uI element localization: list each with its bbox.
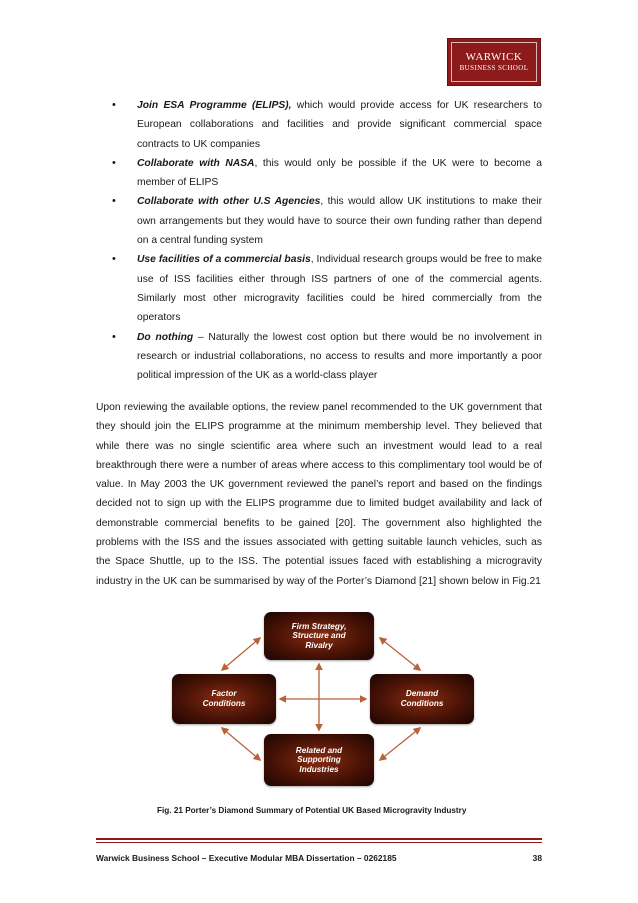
node-factor-conditions xyxy=(172,674,276,724)
figure-caption: Fig. 21 Porter’s Diamond Summary of Potential UK Based Microgravity Industry xyxy=(157,806,467,815)
arrow-bottom-left xyxy=(222,728,260,760)
item-text: , Individual research groups would be free to make use of ISS facilities either through ISS partners of one of the commercial agents. Similarly most other microgravity facilities could be hired commercially from the operators xyxy=(137,254,542,324)
item-text: , this would allow UK institutions to make their own arrangements but they would have to source their own funding rather than depend on a central funding system xyxy=(137,196,542,247)
body-paragraph: Upon reviewing the available options, the review panel recommended to the UK government that they should join the ELIPS programme at the minimum membership level. They believed that while there was no single scientific area where such an investment would lead to a real breakthrough there were a number of areas where access to this complimentary tool would be of value. In May 2003 the UK government reviewed the panel’s report and based on the findings decided not to sign up with the ELIPS programme due to limited budget availability and lack of demonstrable commercial benefits to be gained [20]. The government also highlighted the problems with the ISS and the issues associated with getting suitable launch vehicles, such as the Space Shuttle, up to the ISS. The potential issues faced with establishing a microgravity industry in the UK can be summarised by way of the Porter’s Diamond [21] shown below in Fig.21 xyxy=(96,402,542,587)
node-label-line: Conditions xyxy=(400,699,444,708)
arrow-bottom-right xyxy=(380,728,420,760)
node-label-line: Supporting xyxy=(297,755,341,765)
footer-rule-thin xyxy=(96,842,542,843)
node-label-line: Rivalry xyxy=(305,640,333,650)
node-label-line: Related and xyxy=(295,745,343,755)
page-number: 38 xyxy=(532,853,542,863)
item-text: – Naturally the lowest cost option but there would be no involvement in research or industrial collaborations, no access to results and more importantly a poor political impression of the UK as a world-class player xyxy=(137,331,543,382)
logo-line-1: WARWICK xyxy=(465,51,523,63)
node-label-line: Firm Strategy, xyxy=(291,621,347,631)
node-firm-strategy xyxy=(264,612,374,660)
arrow-top-right xyxy=(380,638,420,670)
node-demand-conditions xyxy=(370,674,474,724)
arrow-top-left xyxy=(222,638,260,670)
logo-line-2: BUSINESS SCHOOL xyxy=(459,64,529,72)
node-label-line: Demand xyxy=(405,689,439,699)
item-lead: Collaborate with NASA xyxy=(137,157,255,169)
warwick-logo xyxy=(447,38,541,86)
node-label-line: Factor xyxy=(211,689,237,699)
logo-frame xyxy=(451,42,537,82)
node-label-line: Structure and xyxy=(292,631,346,641)
node-label-line: Conditions xyxy=(202,699,246,708)
list-item xyxy=(112,250,542,327)
node-label-line: Industries xyxy=(299,764,339,774)
footer-text: Warwick Business School – Executive Modular MBA Dissertation – 0262185 xyxy=(96,853,397,863)
node-related-industries xyxy=(264,734,374,786)
list-item xyxy=(112,192,542,250)
porters-diamond-diagram xyxy=(160,612,480,788)
list-item xyxy=(112,154,542,193)
list-item xyxy=(112,328,542,386)
footer-rule xyxy=(96,838,542,840)
item-lead: Collaborate with other U.S Agencies xyxy=(137,196,321,208)
item-lead: Use facilities of a commercial basis xyxy=(137,254,311,266)
item-text: , this would only be possible if the UK were to become a member of ELIPS xyxy=(137,157,542,189)
item-lead: Do nothing xyxy=(137,331,194,343)
item-text: which would provide access for UK researchers to European collaborations and facilities and provide significant commercial space contracts to UK companies xyxy=(137,100,542,150)
options-list xyxy=(112,96,542,385)
list-item xyxy=(112,96,542,154)
item-lead: Join ESA Programme (ELIPS), xyxy=(137,100,292,111)
